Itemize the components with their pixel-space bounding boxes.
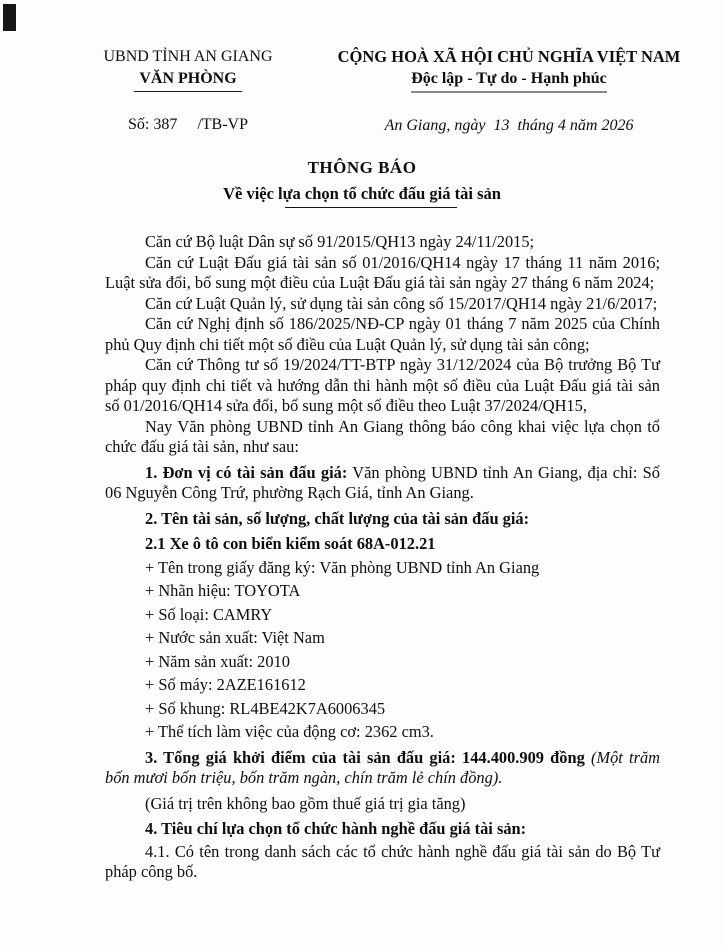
preamble-paragraph: Căn cứ Luật Quản lý, sử dụng tài sản công số 15/2017/QH14 ngày 21/6/2017;: [145, 293, 658, 313]
national-motto: Độc lập - Tự do - Hạnh phúc: [411, 68, 607, 93]
preamble-paragraph: Căn cứ Luật Đấu giá tài sản số 01/2016/QH14 ngày 17 tháng 11 năm 2016; Luật sửa đổi, bổ sung một điều của Luật Đấu giá tài sản ngày 27 tháng 6 năm 2024;: [105, 252, 660, 292]
section-1-heading: 1. Đơn vị có tài sản đấu giá:: [145, 462, 348, 482]
preamble-paragraph: Nay Văn phòng UBND tỉnh An Giang thông báo công khai việc lựa chọn tổ chức đấu giá tài sản, như sau:: [105, 416, 660, 456]
section-3-heading: 3. Tổng giá khởi điểm của tài sản đấu giá: 144.400.909 đồng: [145, 747, 585, 767]
asset-detail-item: + Số khung: RL4BE42K7A6006345: [145, 698, 386, 718]
starting-price-in-words: (Một trăm bốn mươi bốn triệu, bốn trăm ngàn, chín trăm lẻ chín đồng).: [105, 747, 660, 787]
agency-parent-name: UBND TỈNH AN GIANG: [103, 48, 273, 65]
document-title-block: [0, 157, 724, 208]
section-2-heading: 2. Tên tài sản, số lượng, chất lượng của tài sản đấu giá:: [145, 508, 530, 528]
scan-artifact-mark: [3, 4, 16, 31]
issuing-agency-block: [72, 46, 304, 135]
subtitle-underline: [285, 207, 457, 208]
preamble-paragraph: Căn cứ Bộ luật Dân sự số 91/2015/QH13 ngày 24/11/2015;: [145, 232, 535, 251]
asset-detail-item: + Nước sản xuất: Việt Nam: [145, 628, 325, 647]
document-body: [0, 208, 724, 883]
document-title: THÔNG BÁO: [307, 158, 417, 177]
document-number: Số: 387 /TB-VP: [127, 116, 248, 133]
asset-detail-item: + Năm sản xuất: 2010: [145, 651, 290, 671]
asset-detail-item: + Số máy: 2AZE161612: [145, 675, 306, 694]
place-dateline: An Giang, ngày 13 tháng 4 năm 2026: [384, 117, 634, 134]
national-heading-block: [304, 46, 714, 135]
section-3: [105, 748, 660, 789]
national-title: CỘNG HOÀ XÃ HỘI CHỦ NGHĨA VIỆT NAM: [337, 47, 681, 66]
section-4-1-text: 4.1. Có tên trong danh sách các tổ chức hành nghề đấu giá tài sản do Bộ Tư pháp công bố.: [105, 841, 660, 881]
asset-detail-item: + Thể tích làm việc của động cơ: 2362 cm3.: [145, 722, 434, 741]
section-1-text: Văn phòng UBND tỉnh An Giang, địa chỉ: Số 06 Nguyễn Công Trứ, phường Rạch Giá, tỉnh An Giang.: [105, 462, 660, 502]
preamble-paragraph: Căn cứ Thông tư số 19/2024/TT-BTP ngày 31/12/2024 của Bộ trưởng Bộ Tư pháp quy định chi tiết và hướng dẫn thi hành một số điều của Luật Đấu giá tài sản số 01/2016/QH14 sửa đổi, bổ sung một số điều theo Luật 37/2024/QH15,: [105, 355, 660, 415]
section-1: [105, 463, 660, 504]
asset-detail-item: + Số loại: CAMRY: [145, 604, 273, 624]
asset-detail-item: + Tên trong giấy đăng ký: Văn phòng UBND tỉnh An Giang: [145, 557, 540, 577]
preamble-paragraph: Căn cứ Nghị định số 186/2025/NĐ-CP ngày 01 tháng 7 năm 2025 của Chính phủ Quy định chi tiết một số điều của Luật Quản lý, sử dụng tài sản công;: [105, 314, 660, 354]
section-4-heading: 4. Tiêu chí lựa chọn tổ chức hành nghề đấu giá tài sản:: [145, 819, 527, 838]
asset-detail-item: + Nhãn hiệu: TOYOTA: [145, 581, 301, 600]
section-2-1-heading: 2.1 Xe ô tô con biển kiểm soát 68A-012.21: [145, 534, 436, 553]
agency-office-name: VĂN PHÒNG: [134, 68, 241, 92]
document-header: [0, 0, 724, 135]
document-subtitle: Về việc lựa chọn tổ chức đấu giá tài sản: [223, 184, 501, 203]
vat-note: (Giá trị trên không bao gồm thuế giá trị gia tăng): [145, 793, 466, 813]
